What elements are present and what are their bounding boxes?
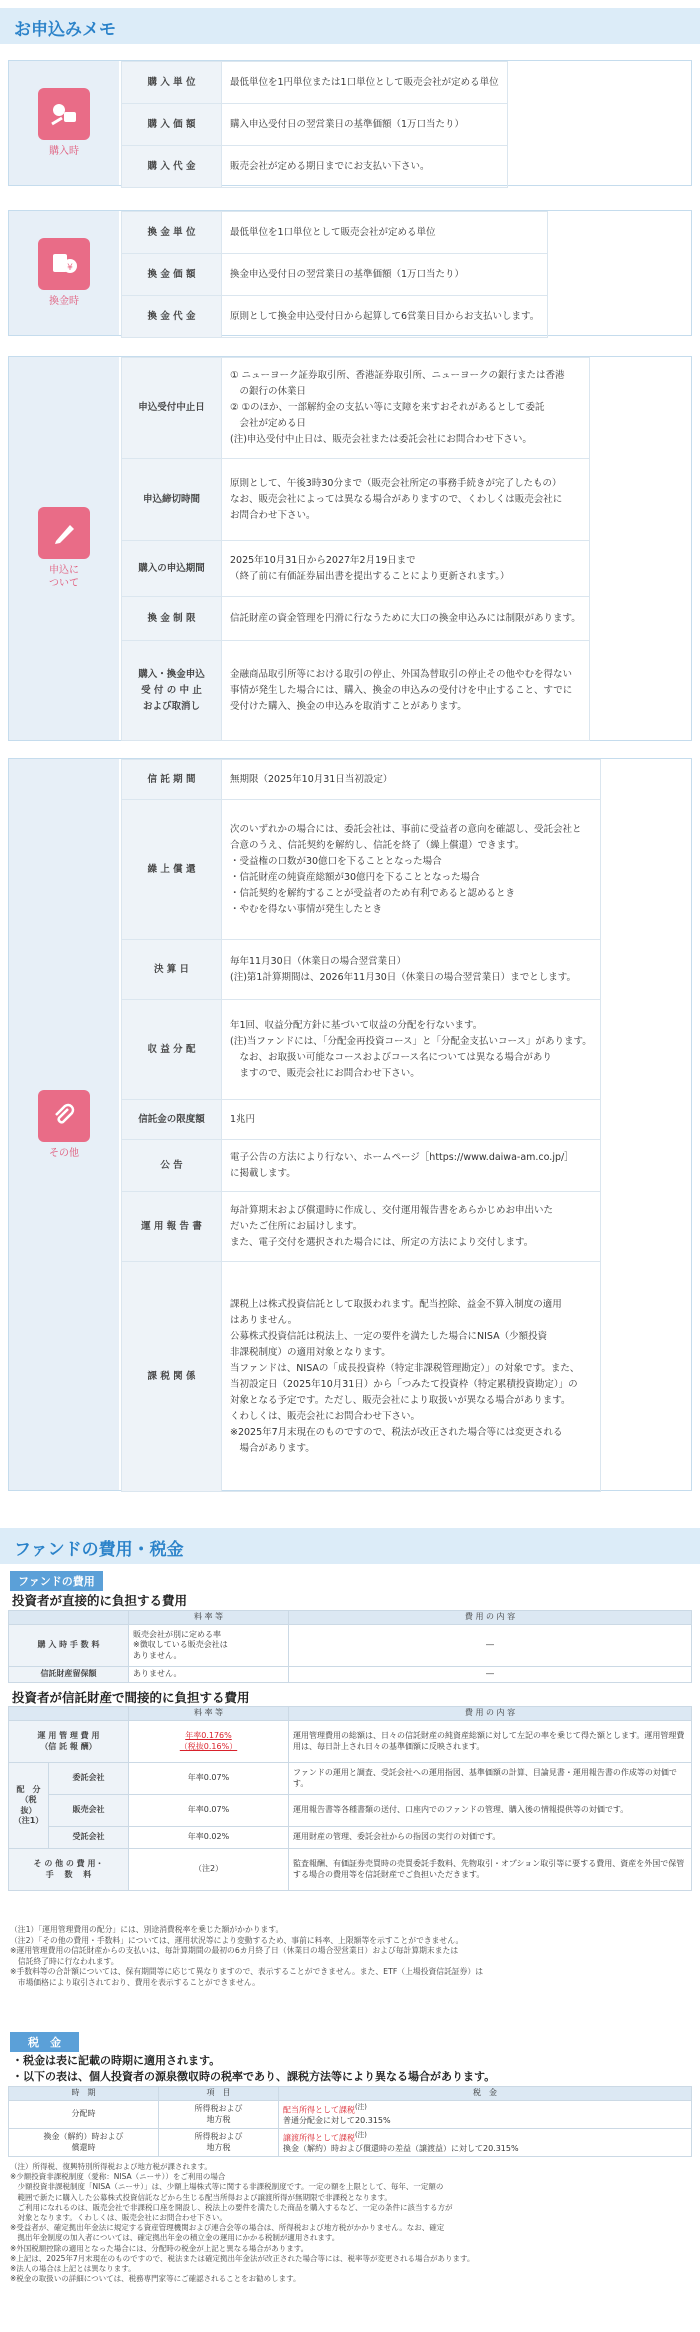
application-card [8, 356, 692, 741]
fee-rate: ありません。 [129, 1667, 289, 1683]
exchange-icon-column [9, 211, 119, 335]
tax-subheader: 税 金 [10, 2032, 79, 2052]
alloc-content: ファンドの運用と調査、受託会社への運用指図、基準価額の計算、目論見書・運用報告書の作成等の対価です。 [289, 1763, 692, 1795]
purchase-icon [38, 88, 90, 140]
fees-title: ファンドの費用・税金 [14, 1540, 184, 1560]
rate-header: 料 率 等 [129, 1707, 289, 1721]
application-row [122, 541, 590, 597]
row-value: 金融商品取引所等における取引の停止、外国為替取引の停止その他やむを得ない 事情が発生した場合には、購入、換金の申込みの受付けを中止すること、すでに 受付けた購入、換金の申込みを取消すことがあります。 [222, 641, 590, 741]
other-icon-label: その他 [49, 1147, 79, 1159]
tax-note-mark: (注) [355, 2103, 367, 2112]
row-key: 決 算 日 [122, 940, 222, 1000]
row-value: 次のいずれかの場合には、委託会社は、事前に受益者の意向を確認し、受託会社と 合意のうえ、信託契約を解約し、信託を終了（繰上償還）できます。 ・受益権の口数が30億口を下ることとなった場合 ・信託財産の純資産総額が30億円を下ることとなった場合 ・信託契約を解約することが受益者のため有利であると認めるとき ・やむを得ない事情が発生したとき [222, 800, 601, 940]
purchase-table [121, 61, 508, 188]
alloc-content: 運用財産の管理、委託会社からの指図の実行の対価です。 [289, 1827, 692, 1849]
row-key: 収 益 分 配 [122, 1000, 222, 1100]
row-key: 購入・換金申込 受 付 の 中 止 および取消し [122, 641, 222, 741]
fees-subheader: ファンドの費用 [10, 1571, 103, 1591]
row-value: 信託財産の資金管理を円滑に行なうために大口の換金申込みには制限があります。 [222, 597, 590, 641]
fee-label: 購 入 時 手 数 料 [9, 1625, 129, 1667]
row-value: 電子公告の方法により行ない、ホームページ［https://www.daiwa-am.co.jp/］ に掲載します。 [222, 1140, 601, 1192]
row-value: ① ニューヨーク証券取引所、香港証券取引所、ニューヨークの銀行または香港 の銀行の休業日 ② ①のほか、一部解約金の支払い等に支障を来すおそれがあるとして委託 会社が定める日 (注)申込受付中止日は、販売会社または委託会社にお問合わせ下さい。 [222, 358, 590, 459]
fee-label: 信託財産留保額 [9, 1667, 129, 1683]
tax-rate: 換金（解約）時および償還時の差益（譲渡益）に対して20.315% [283, 2144, 519, 2154]
tax-period: 換金（解約）時および 償還時 [9, 2129, 159, 2157]
rate-header: 料 率 等 [129, 1611, 289, 1625]
other-row [122, 1100, 601, 1140]
row-key: 申込受付中止日 [122, 358, 222, 459]
other-card [8, 758, 692, 1491]
other-row [122, 1192, 601, 1262]
row-key: 換 金 制 限 [122, 597, 222, 641]
content-header: 費 用 の 内 容 [289, 1707, 692, 1721]
purchase-icon-column [9, 61, 119, 185]
other-row [122, 940, 601, 1000]
row-key: 課 税 関 係 [122, 1262, 222, 1492]
mgmt-fee-row [9, 1721, 692, 1763]
row-value: 無期限（2025年10月31日当初設定） [222, 760, 601, 800]
row-value: 購入申込受付日の翌営業日の基準価額（1万口当たり） [222, 104, 508, 146]
exchange-row [122, 254, 548, 296]
tax-item: 所得税および 地方税 [159, 2101, 279, 2129]
row-value: 2025年10月31日から2027年2月19日まで （終了前に有価証券届出書を提出することにより更新されます。） [222, 541, 590, 597]
tax-period-header: 時 期 [9, 2087, 159, 2101]
mgmt-fee-label: 運 用 管 理 費 用 （信 託 報 酬） [9, 1721, 129, 1763]
row-key: 換 金 単 位 [122, 212, 222, 254]
row-key: 換 金 価 額 [122, 254, 222, 296]
exchange-row [122, 212, 548, 254]
application-row [122, 459, 590, 541]
tax-note-mark: (注) [355, 2131, 367, 2140]
other-fee-row [9, 1849, 692, 1891]
fee-content: ― [289, 1667, 692, 1683]
mgmt-fee-rate: 年率0.176% [185, 1731, 232, 1740]
alloc-party: 委託会社 [49, 1763, 129, 1795]
other-fee-label: そ の 他 の 費 用・ 手 数 料 [9, 1849, 129, 1891]
other-row [122, 760, 601, 800]
fee-content: ― [289, 1625, 692, 1667]
other-fee-content: 監査報酬、有価証券売買時の売買委託手数料、先物取引・オプション取引等に要する費用、資産を外国で保管する場合の費用等を信託財産でご負担いただきます。 [289, 1849, 692, 1891]
clip-icon [38, 1090, 90, 1142]
blank-header [9, 1707, 129, 1721]
row-value: 換金申込受付日の翌営業日の基準価額（1万口当たり） [222, 254, 548, 296]
application-row [122, 641, 590, 741]
direct-row [9, 1667, 692, 1683]
memo-title: お申込みメモ [14, 20, 116, 40]
memo-header [0, 8, 700, 44]
direct-cost-title: 投資者が直接的に負担する費用 [12, 1593, 188, 1608]
mgmt-fee-content: 運用管理費用の総額は、日々の信託財産の純資産総額に対して左記の率を乗じて得た額とします。運用管理費用は、毎日計上され日々の基準価額に反映されます。 [289, 1721, 692, 1763]
other-fee-rate: （注2） [129, 1849, 289, 1891]
row-key: 公 告 [122, 1140, 222, 1192]
row-value: 1兆円 [222, 1100, 601, 1140]
tax-type: 配当所得として課税 [283, 2105, 355, 2115]
row-key: 購 入 価 額 [122, 104, 222, 146]
alloc-party: 販売会社 [49, 1795, 129, 1827]
alloc-party: 受託会社 [49, 1827, 129, 1849]
row-key: 信託金の限度額 [122, 1100, 222, 1140]
svg-text:¥: ¥ [67, 263, 73, 273]
pen-icon [38, 507, 90, 559]
row-key: 繰 上 償 還 [122, 800, 222, 940]
tax-bullet-2: ・以下の表は、個人投資者の源泉徴収時の税率であり、課税方法等により異なる場合があります。 [12, 2070, 496, 2083]
alloc-row [9, 1827, 692, 1849]
tax-row [9, 2101, 692, 2129]
alloc-rate: 年率0.07% [129, 1763, 289, 1795]
tax-item-header: 項 目 [159, 2087, 279, 2101]
other-row [122, 1140, 601, 1192]
purchase-row [122, 104, 508, 146]
tax-rate: 普通分配金に対して20.315% [283, 2116, 391, 2126]
exchange-table [121, 211, 548, 338]
tax-bullet-1: ・税金は表に記載の時期に適用されます。 [12, 2054, 221, 2067]
application-icon-column [9, 357, 119, 740]
alloc-rate: 年率0.07% [129, 1795, 289, 1827]
tax-row [9, 2129, 692, 2157]
row-value: 最低単位を1円単位または1口単位として販売会社が定める単位 [222, 62, 508, 104]
direct-cost-table [8, 1610, 692, 1683]
exchange-row [122, 296, 548, 338]
other-icon-column [9, 759, 119, 1490]
row-value: 最低単位を1口単位として販売会社が定める単位 [222, 212, 548, 254]
application-icon-label: 申込に ついて [49, 565, 79, 589]
row-key: 申込締切時間 [122, 459, 222, 541]
row-value: 原則として換金申込受付日から起算して6営業日目からお支払いします。 [222, 296, 548, 338]
tax-notes [10, 2162, 690, 2284]
exchange-icon [38, 238, 90, 290]
other-table [121, 759, 601, 1492]
application-row [122, 358, 590, 459]
blank-header [9, 1611, 129, 1625]
tax-type: 譲渡所得として課税 [283, 2133, 355, 2143]
other-row [122, 1262, 601, 1492]
exchange-card [8, 210, 692, 336]
purchase-row [122, 146, 508, 188]
row-key: 信 託 期 間 [122, 760, 222, 800]
direct-row [9, 1625, 692, 1667]
row-key: 購入の申込期間 [122, 541, 222, 597]
fee-notes [10, 1925, 690, 1988]
indirect-cost-title: 投資者が信託財産で間接的に負担する費用 [12, 1690, 250, 1705]
purchase-card [8, 60, 692, 186]
row-value: 毎年11月30日（休業日の場合翌営業日） (注)第1計算期間は、2026年11月30日（休業日の場合翌営業日）までとします。 [222, 940, 601, 1000]
alloc-rate: 年率0.02% [129, 1827, 289, 1849]
alloc-row [9, 1763, 692, 1795]
row-value: 販売会社が定める期日までにお支払い下さい。 [222, 146, 508, 188]
alloc-content: 運用報告書等各種書類の送付、口座内でのファンドの管理、購入後の情報提供等の対価です。 [289, 1795, 692, 1827]
tax-table [8, 2086, 692, 2157]
purchase-row [122, 62, 508, 104]
row-key: 購 入 代 金 [122, 146, 222, 188]
exchange-icon-label: 換金時 [49, 296, 79, 307]
mgmt-fee-rate-ex-tax: （税抜0.16%） [179, 1741, 238, 1751]
other-row [122, 800, 601, 940]
row-value: 毎計算期末および償還時に作成し、交付運用報告書をあらかじめお申出いた だいたご住所にお届けします。 また、電子交付を選択された場合には、所定の方法により交付します。 [222, 1192, 601, 1262]
tax-item: 所得税および 地方税 [159, 2129, 279, 2157]
content-header: 費 用 の 内 容 [289, 1611, 692, 1625]
alloc-row [9, 1795, 692, 1827]
row-value: 年1回、収益分配方針に基づいて収益の分配を行ないます。 (注)当ファンドには、「分配金再投資コース」と「分配金支払いコース」があります。 なお、お取扱い可能なコースおよびコース名については異なる場合があり ますので、販売会社にお問合わせ下さい。 [222, 1000, 601, 1100]
alloc-label: 配 分 （税 抜） （注1） [9, 1763, 49, 1849]
tax-header: 税 金 [279, 2087, 692, 2101]
other-row [122, 1000, 601, 1100]
fee-notes-text: （注1）「運用管理費用の配分」には、別途消費税率を乗じた額がかかります。 （注2）「その他の費用・手数料」については、運用状況等により変動するため、事前に料率、上限額等を示すことができません。 ※運用管理費用の信託財産からの支払いは、毎計算期間の最初の6カ月終了日（休業日の場合翌営業日）および毎計算期末または 信託終了時に行なわれます。 ※手数料等の合計額については、保有期間等に応じて異なりますので、表示することができません。また、ETF（上場投資信託証券）は 市場価格により取引されており、費用を表示することができません。 [10, 1925, 484, 1987]
row-key: 購 入 単 位 [122, 62, 222, 104]
row-key: 運 用 報 告 書 [122, 1192, 222, 1262]
fees-header [0, 1528, 700, 1564]
application-row [122, 597, 590, 641]
tax-notes-text: （注）所得税、復興特別所得税および地方税が課されます。 ※少額投資非課税制度（愛称：NISA（ニーサ））をご利用の場合 少額投資非課税制度「NISA（ニーサ）」は、少額上場株式等に関する非課税制度です。一定の額を上限として、毎年、一定額の 範囲で新たに購入した公募株式投資信託などから生じる配当所得および譲渡所得が無期限で非課税となります。 ご利用になれるのは、販売会社で非課税口座を開設し、税法上の要件を満たした商品を購入するなど、一定の条件に該当する方が 対象となります。くわしくは、販売会社にお問合わせ下さい。 ※受益者が、確定拠出年金法に規定する資産管理機関および連合会等の場合は、所得税および地方税がかかりません。なお、確定 拠出年金制度の加入者については、確定拠出年金の積立金の運用にかかる税制が適用されます。 ※外国税額控除の適用となった場合には、分配時の税金が上記と異なる場合があります。 ※上記は、2025年7月末現在のものですので、税法または確定拠出年金法が改正された場合等には、税率等が変更される場合があります。 ※法人の場合は上記とは異なります。 ※税金の取扱いの詳細については、税務専門家等にご確認されることをお勧めします。 [10, 2162, 475, 2284]
purchase-icon-label: 購入時 [49, 146, 79, 157]
application-table [121, 357, 590, 741]
row-value: 課税上は株式投資信託として取扱われます。配当控除、益金不算入制度の適用 はありません。 公募株式投資信託は税法上、一定の要件を満たした場合にNISA（少額投資 非課税制度）の適用対象となります。 当ファンドは、NISAの「成長投資枠（特定非課税管理勘定）」の対象です。また、 当初設定日（2025年10月31日）から「つみたて投資枠（特定累積投資勘定）」の 対象となる予定です。ただし、販売会社により取扱いが異なる場合があります。 くわしくは、販売会社にお問合わせ下さい。 ※2025年7月末現在のものですので、税法が改正された場合等には変更される 場合があります。 [222, 1262, 601, 1492]
row-key: 換 金 代 金 [122, 296, 222, 338]
fee-rate: 販売会社が別に定める率 ※徴収している販売会社は ありません。 [129, 1625, 289, 1667]
row-value: 原則として、午後3時30分まで（販売会社所定の事務手続きが完了したもの） なお、販売会社によっては異なる場合がありますので、くわしくは販売会社に お問合わせ下さい。 [222, 459, 590, 541]
indirect-cost-table [8, 1706, 692, 1891]
tax-period: 分配時 [9, 2101, 159, 2129]
